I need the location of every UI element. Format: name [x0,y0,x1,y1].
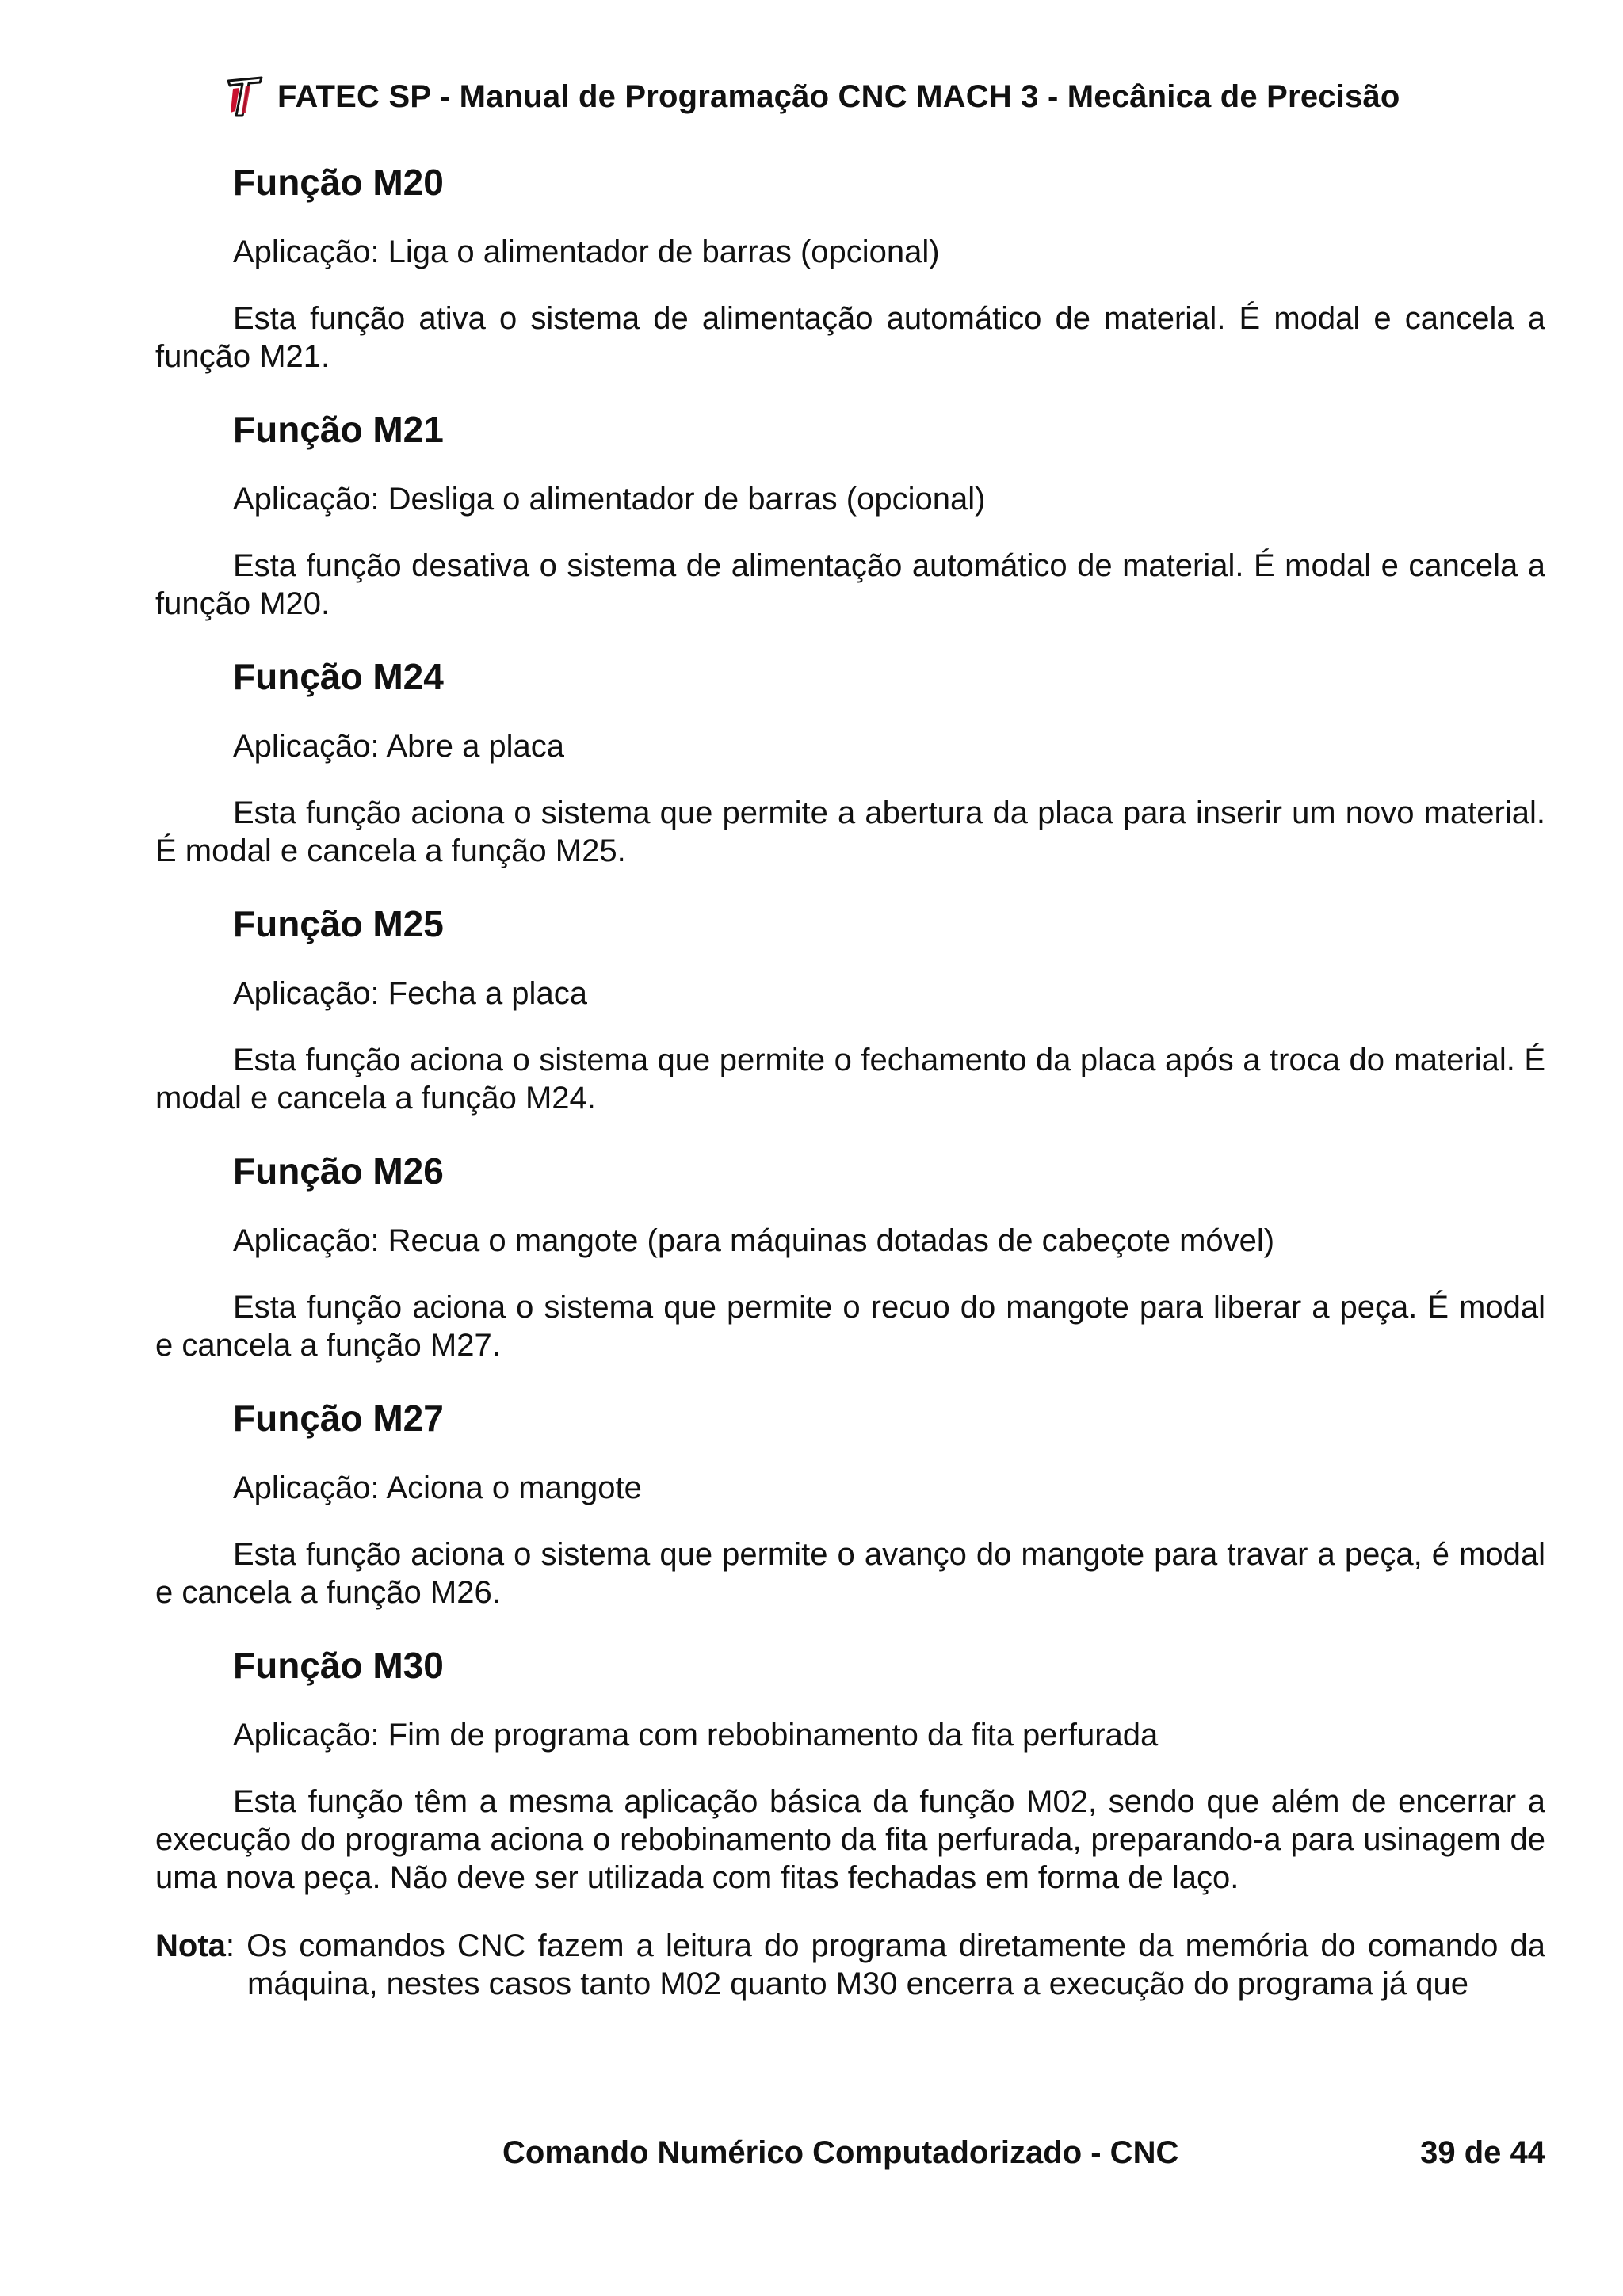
function-title: Função M30 [233,1645,444,1686]
function-title: Função M21 [233,409,444,450]
footer-title: Comando Numérico Computadorizado - CNC [502,2135,1179,2170]
application-line: Aplicação: Liga o alimentador de barras (opcional) [233,235,940,269]
function-title: Função M20 [233,162,444,203]
description-paragraph: Esta função aciona o sistema que permite o avanço do mangote para travar a peça, é modal e cancela a função M26. [155,1537,1545,1610]
description-paragraph: Esta função ativa o sistema de alimentação automático de material. É modal e cancela a função M21. [155,301,1545,374]
section-m24 [155,653,1545,870]
description-paragraph: Esta função aciona o sistema que permite o fechamento da placa após a troca do material. É modal e cancela a função M24. [155,1043,1545,1116]
application-line: Aplicação: Abre a placa [233,729,565,764]
note-label: Nota [155,1928,226,1963]
section-m21 [155,406,1545,623]
section-m20 [155,158,1545,376]
note-text: : Os comandos CNC fazem a leitura do programa diretamente da memória do comando da máquina, nestes casos tanto M02 quanto M30 encerra a execução do programa já que [225,1928,1545,2001]
section-m30 [155,1642,1545,1897]
description-paragraph: Esta função aciona o sistema que permite o recuo do mangote para liberar a peça. É modal e cancela a função M27. [155,1290,1545,1363]
page-content [155,158,1545,2003]
function-title: Função M26 [233,1150,444,1192]
description-paragraph: Esta função têm a mesma aplicação básica da função M02, sendo que além de encerrar a execução do programa aciona o rebobinamento da fita perfurada, preparando-a para usinagem de uma nova peça. Não deve ser utilizada com fitas fechadas em forma de laço. [155,1784,1545,1895]
application-line: Aplicação: Aciona o mangote [233,1470,642,1505]
description-paragraph: Esta função desativa o sistema de alimentação automático de material. É modal e cancela a função M20. [155,548,1545,621]
section-m26 [155,1147,1545,1364]
application-line: Aplicação: Fecha a placa [233,976,587,1011]
header-title: FATEC SP - Manual de Programação CNC MACH 3 - Mecânica de Precisão [277,78,1400,114]
page-header [222,73,1458,120]
fatec-logo-icon [222,73,265,120]
note-paragraph [155,1927,1545,2003]
application-line: Aplicação: Fim de programa com rebobinamento da fita perfurada [233,1718,1159,1753]
application-line: Aplicação: Recua o mangote (para máquinas dotadas de cabeçote móvel) [233,1223,1275,1258]
description-paragraph: Esta função aciona o sistema que permite a abertura da placa para inserir um novo material. É modal e cancela a função M25. [155,795,1545,868]
section-m27 [155,1394,1545,1611]
application-line: Aplicação: Desliga o alimentador de barras (opcional) [233,482,986,517]
page-number: 39 de 44 [1420,2135,1545,2170]
page-footer [0,2135,1623,2175]
function-title: Função M27 [233,1398,444,1439]
function-title: Função M25 [233,903,444,944]
function-title: Função M24 [233,656,444,697]
section-m25 [155,900,1545,1117]
